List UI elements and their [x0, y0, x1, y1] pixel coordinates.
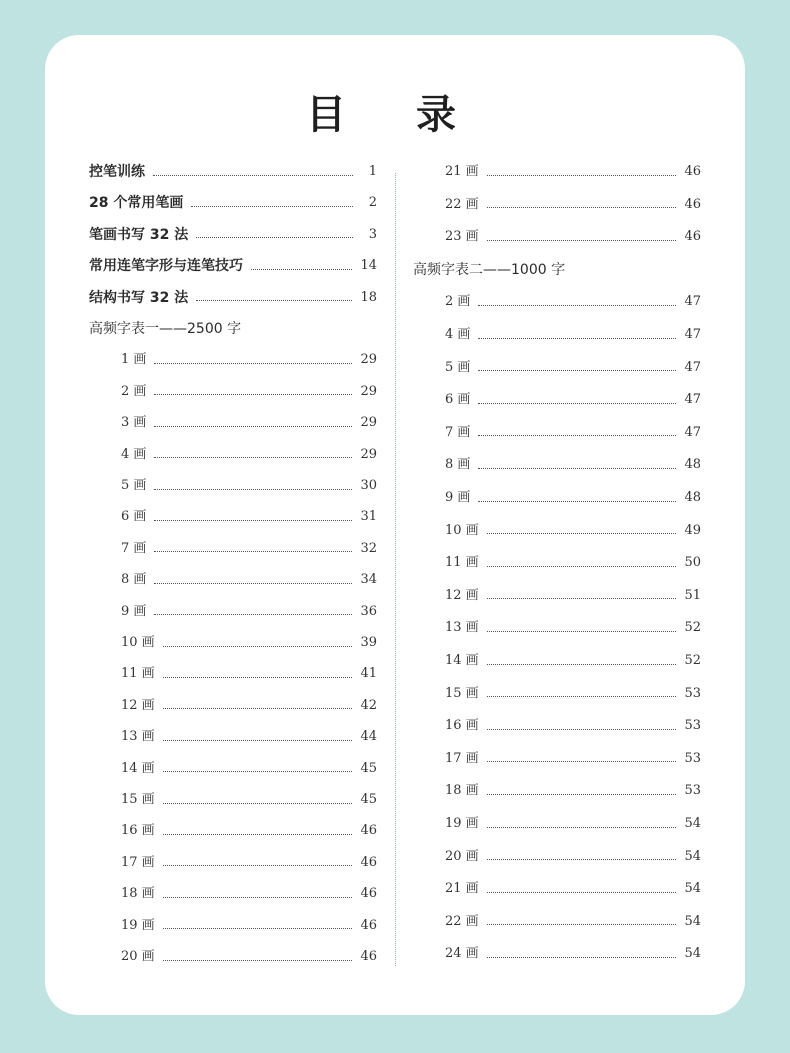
dot-leader: [163, 960, 353, 961]
toc-subentry[interactable]: [413, 911, 701, 933]
toc-page-number: 54: [684, 816, 701, 831]
toc-page-number: 14: [360, 258, 377, 274]
toc-heading[interactable]: [89, 318, 377, 340]
toc-page-number: 50: [684, 555, 701, 571]
toc-subentry[interactable]: [413, 194, 701, 216]
toc-subentry[interactable]: [413, 780, 701, 802]
dot-leader: [487, 598, 677, 599]
toc-page-number: 54: [684, 913, 701, 929]
column-divider: [395, 173, 396, 966]
toc-entry-label: 18 画: [445, 783, 479, 799]
toc-entry-label: 19 画: [445, 816, 479, 831]
toc-entry-label: 13 画: [121, 729, 155, 745]
toc-subentry[interactable]: [413, 324, 701, 346]
toc-page-number: 32: [360, 540, 377, 556]
dot-leader: [163, 708, 353, 709]
toc-page-number: 54: [684, 881, 701, 897]
toc-entry-label: 22 画: [445, 913, 479, 929]
toc-entry-label: 20 画: [445, 848, 479, 864]
toc-page-number: 44: [360, 729, 377, 745]
dot-leader: [478, 305, 676, 306]
dot-leader: [487, 924, 677, 925]
toc-subentry[interactable]: [413, 454, 701, 476]
dot-leader: [478, 501, 676, 502]
toc-page-number: 47: [684, 294, 701, 310]
toc-page: [45, 35, 745, 1015]
toc-entry-label: 笔画书写 32 法: [89, 226, 189, 243]
dot-leader: [478, 468, 676, 469]
toc-entry-label: 常用连笔字形与连笔技巧: [89, 258, 243, 275]
toc-heading[interactable]: [413, 259, 701, 281]
toc-entry-label: 3 画: [121, 415, 147, 431]
page-title: 目 录: [306, 91, 484, 138]
toc-subentry[interactable]: [89, 852, 377, 874]
dot-leader: [163, 865, 353, 866]
toc-entry-label: 5 画: [121, 478, 147, 493]
dot-leader: [154, 583, 352, 584]
toc-entry-label: 22 画: [445, 196, 479, 212]
toc-page-number: 34: [360, 572, 377, 588]
toc-entry-label: 20 画: [121, 949, 155, 964]
dot-leader: [487, 859, 677, 860]
dot-leader: [487, 175, 677, 176]
toc-subentry[interactable]: [89, 444, 377, 466]
dot-leader: [154, 614, 352, 615]
dot-leader: [154, 457, 352, 458]
dot-leader: [487, 240, 677, 241]
toc-page-number: 46: [684, 164, 701, 179]
toc-entry[interactable]: [89, 224, 377, 246]
toc-subentry[interactable]: [89, 381, 377, 403]
toc-entry-label: 21 画: [445, 881, 479, 897]
toc-entry-label: 8 画: [445, 457, 471, 473]
toc-entry-label: 16 画: [445, 718, 479, 734]
toc-entry-label: 5 画: [445, 359, 471, 375]
toc-entry-label: 4 画: [445, 327, 471, 342]
toc-page-number: 48: [684, 490, 701, 505]
toc-subentry[interactable]: [413, 748, 701, 770]
toc-subentry[interactable]: [413, 846, 701, 868]
toc-entry-label: 2 画: [445, 294, 471, 310]
toc-entry-label: 23 画: [445, 229, 479, 245]
toc-subentry[interactable]: [89, 349, 377, 371]
toc-subentry[interactable]: [413, 520, 701, 542]
dot-leader: [487, 533, 677, 534]
toc-entry-label: 7 画: [121, 540, 147, 556]
toc-page-number: 53: [684, 718, 701, 734]
toc-subentry[interactable]: [413, 161, 701, 183]
toc-subentry[interactable]: [413, 487, 701, 509]
toc-subentry[interactable]: [413, 617, 701, 639]
toc-page-number: 47: [684, 392, 701, 408]
toc-entry-label: 高频字表一——2500 字: [89, 321, 242, 337]
toc-page-number: 3: [368, 226, 377, 242]
dot-leader: [196, 237, 353, 238]
dot-leader: [487, 957, 677, 958]
toc-entry-label: 16 画: [121, 823, 155, 839]
toc-page-number: 39: [360, 635, 377, 650]
dot-leader: [487, 794, 677, 795]
toc-subentry[interactable]: [413, 650, 701, 672]
toc-subentry[interactable]: [413, 552, 701, 574]
toc-subentry[interactable]: [89, 946, 377, 968]
toc-entry-label: 高频字表二——1000 字: [413, 261, 566, 278]
dot-leader: [487, 729, 677, 730]
toc-subentry[interactable]: [413, 943, 701, 965]
toc-page-number: 46: [360, 886, 377, 902]
toc-subentry[interactable]: [89, 601, 377, 623]
toc-entry-label: 14 画: [445, 653, 479, 668]
toc-entry-label: 18 画: [121, 886, 155, 902]
toc-subentry[interactable]: [413, 585, 701, 607]
toc-page-number: 53: [684, 750, 701, 766]
dot-leader: [487, 566, 677, 567]
toc-subentry[interactable]: [89, 569, 377, 591]
toc-entry-label: 7 画: [445, 424, 471, 440]
toc-subentry[interactable]: [89, 820, 377, 842]
toc-page-number: 46: [360, 854, 377, 870]
toc-page-number: 53: [684, 783, 701, 799]
toc-page-number: 36: [360, 603, 377, 619]
toc-entry[interactable]: [89, 255, 377, 277]
dot-leader: [154, 520, 352, 521]
dot-leader: [163, 897, 353, 898]
toc-entry-label: 控笔训练: [89, 164, 145, 180]
toc-entry-label: 10 画: [445, 522, 479, 538]
dot-leader: [487, 207, 677, 208]
toc-entry-label: 28 个常用笔画: [89, 195, 184, 212]
toc-page-number: 29: [360, 352, 377, 368]
toc-page-number: 53: [684, 685, 701, 701]
toc-subentry[interactable]: [89, 726, 377, 748]
toc-subentry[interactable]: [413, 357, 701, 379]
toc-entry-label: 结构书写 32 法: [89, 289, 189, 306]
dot-leader: [163, 928, 353, 929]
toc-page-number: 1: [368, 164, 377, 179]
toc-page-number: 47: [684, 359, 701, 375]
toc-subentry[interactable]: [89, 915, 377, 937]
dot-leader: [153, 175, 353, 176]
toc-page-number: 46: [684, 229, 701, 245]
dot-leader: [163, 646, 353, 647]
toc-entry-label: 11 画: [121, 666, 155, 682]
toc-page-number: 47: [684, 327, 701, 342]
toc-entry[interactable]: [89, 161, 377, 183]
toc-entry-label: 1 画: [121, 352, 147, 368]
dot-leader: [487, 761, 677, 762]
dot-leader: [191, 206, 353, 207]
toc-subentry[interactable]: [89, 475, 377, 497]
toc-entry-label: 10 画: [121, 635, 155, 650]
dot-leader: [478, 435, 676, 436]
toc-subentry[interactable]: [413, 715, 701, 737]
dot-leader: [487, 664, 677, 665]
toc-entry[interactable]: [89, 192, 377, 214]
toc-subentry[interactable]: [89, 758, 377, 780]
toc-entry-label: 19 画: [121, 917, 155, 933]
dot-leader: [487, 696, 677, 697]
toc-subentry[interactable]: [413, 389, 701, 411]
toc-subentry[interactable]: [89, 506, 377, 528]
toc-subentry[interactable]: [413, 422, 701, 444]
toc-entry-label: 21 画: [445, 164, 479, 179]
dot-leader: [251, 269, 352, 270]
toc-subentry[interactable]: [413, 813, 701, 835]
dot-leader: [487, 631, 677, 632]
toc-page-number: 18: [360, 289, 377, 305]
toc-entry-label: 4 画: [121, 446, 147, 462]
toc-entry-label: 11 画: [445, 555, 479, 571]
toc-entry-label: 8 画: [121, 572, 147, 588]
toc-page-number: 46: [360, 917, 377, 933]
toc-page-number: 29: [360, 383, 377, 399]
dot-leader: [154, 363, 352, 364]
dot-leader: [154, 426, 352, 427]
dot-leader: [154, 489, 352, 490]
dot-leader: [487, 827, 677, 828]
toc-subentry[interactable]: [89, 695, 377, 717]
toc-entry-label: 13 画: [445, 620, 479, 636]
toc-page-number: 46: [360, 949, 377, 964]
toc-page-number: 2: [368, 195, 377, 211]
toc-subentry[interactable]: [413, 878, 701, 900]
toc-entry-label: 15 画: [121, 792, 155, 807]
toc-page-number: 49: [684, 522, 701, 538]
toc-page-number: 52: [684, 653, 701, 668]
toc-page-number: 29: [360, 446, 377, 462]
toc-entry-label: 24 画: [445, 946, 479, 962]
dot-leader: [487, 892, 677, 893]
toc-subentry[interactable]: [89, 538, 377, 560]
toc-subentry[interactable]: [89, 632, 377, 654]
dot-leader: [478, 370, 676, 371]
toc-page-number: 46: [684, 196, 701, 212]
toc-entry-label: 12 画: [445, 587, 479, 603]
dot-leader: [154, 551, 352, 552]
toc-entry-label: 17 画: [445, 750, 479, 766]
toc-page-number: 54: [684, 848, 701, 864]
toc-subentry[interactable]: [89, 883, 377, 905]
toc-page-number: 41: [360, 666, 377, 682]
toc-page-number: 31: [360, 509, 377, 525]
toc-page-number: 46: [360, 823, 377, 839]
toc-entry-label: 9 画: [445, 490, 471, 505]
toc-entry[interactable]: [89, 287, 377, 309]
toc-subentry[interactable]: [89, 663, 377, 685]
toc-entry-label: 6 画: [121, 509, 147, 525]
toc-page-number: 45: [360, 792, 377, 807]
dot-leader: [478, 403, 676, 404]
dot-leader: [163, 740, 353, 741]
toc-subentry[interactable]: [413, 291, 701, 313]
dot-leader: [478, 338, 676, 339]
toc-page-number: 54: [684, 946, 701, 962]
dot-leader: [154, 394, 352, 395]
toc-page-number: 47: [684, 424, 701, 440]
toc-page-number: 48: [684, 457, 701, 473]
dot-leader: [196, 300, 352, 301]
toc-page-number: 30: [360, 478, 377, 493]
toc-entry-label: 6 画: [445, 392, 471, 408]
toc-subentry[interactable]: [413, 683, 701, 705]
toc-page-number: 45: [360, 760, 377, 776]
toc-page-number: 29: [360, 415, 377, 431]
dot-leader: [163, 677, 353, 678]
toc-subentry[interactable]: [89, 789, 377, 811]
toc-entry-label: 15 画: [445, 685, 479, 701]
toc-entry-label: 2 画: [121, 383, 147, 399]
toc-page-number: 52: [684, 620, 701, 636]
toc-page-number: 42: [360, 697, 377, 713]
dot-leader: [163, 803, 353, 804]
toc-subentry[interactable]: [89, 412, 377, 434]
toc-page-number: 51: [684, 587, 701, 603]
toc-subentry[interactable]: [413, 226, 701, 248]
toc-entry-label: 9 画: [121, 603, 147, 619]
toc-entry-label: 14 画: [121, 760, 155, 776]
dot-leader: [163, 834, 353, 835]
toc-entry-label: 12 画: [121, 697, 155, 713]
toc-entry-label: 17 画: [121, 854, 155, 870]
dot-leader: [163, 771, 353, 772]
